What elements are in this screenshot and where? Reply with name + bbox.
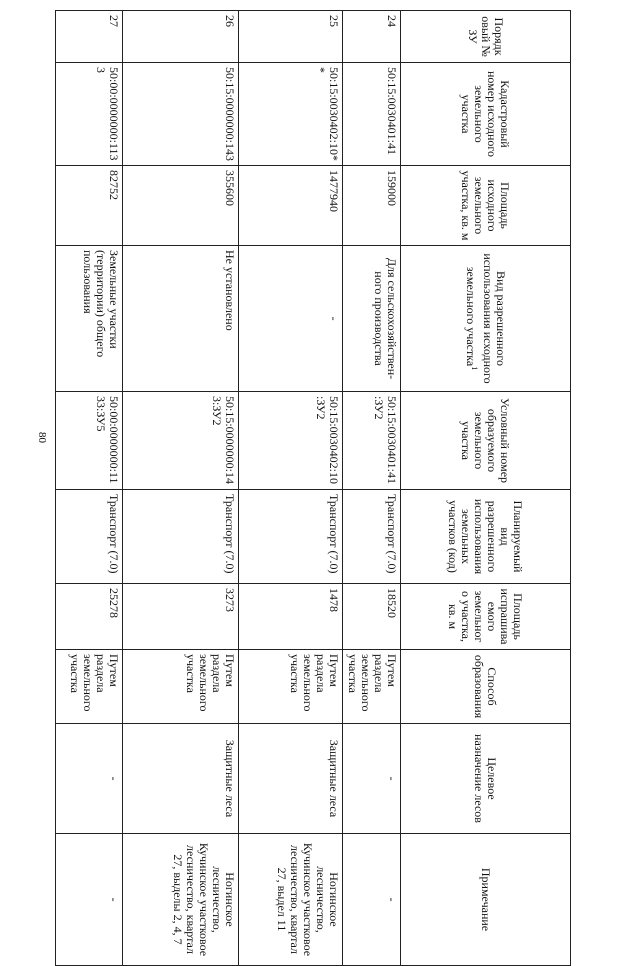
- cell-forest-purpose: -: [56, 724, 123, 834]
- header-permitted-use-text: Вид разрешенного использования исходного земельного участка: [464, 253, 508, 384]
- header-source-area: Площадь исходного земельного участка, кв. м: [401, 166, 571, 246]
- cell-note: -: [343, 834, 401, 966]
- cell-planned-use: Транспорт (7.0): [123, 490, 239, 584]
- cell-planned-use: Транспорт (7.0): [239, 490, 343, 584]
- cell-permitted-use: Земельные участки (территории) общего пользования: [56, 246, 123, 392]
- header-formation-method: Способ образования: [401, 650, 571, 724]
- header-requested-area: Площадь испрашиваемого земельного участка, кв. м: [401, 584, 571, 650]
- cell-forest-purpose: Защитные леса: [123, 724, 239, 834]
- land-parcels-table: [55, 10, 571, 966]
- cell-cadastral-number: 50:15:0000000:143: [123, 63, 239, 166]
- cell-conditional-number: 50:15:0000000:143:ЗУ2: [123, 392, 239, 490]
- cell-cadastral-number: 50:15:0030402:10**: [239, 63, 343, 166]
- cell-requested-area: 25278: [56, 584, 123, 650]
- cell-source-area: 82752: [56, 166, 123, 246]
- cell-cadastral-number: 50:15:0030401:41: [343, 63, 401, 166]
- cell-serial-number: 27: [56, 11, 123, 63]
- cell-conditional-number: 50:15:0030401:41:ЗУ2: [343, 392, 401, 490]
- header-cadastral-number: Кадастровый номер исходного земельного участка: [401, 63, 571, 166]
- cell-formation-method: Путем раздела земельного участка: [239, 650, 343, 724]
- cell-forest-purpose: Защитные леса: [239, 724, 343, 834]
- cell-cadastral-number: 50:00:0000000:1133: [56, 63, 123, 166]
- table-row: [343, 11, 401, 966]
- cell-serial-number: 25: [239, 11, 343, 63]
- cell-source-area: 159000: [343, 166, 401, 246]
- land-parcels-table-wrap: [56, 10, 571, 957]
- cell-requested-area: 1478: [239, 584, 343, 650]
- cell-source-area: 355600: [123, 166, 239, 246]
- table-row: [239, 11, 343, 966]
- header-planned-use: Планируемый вид разрешенного использования земельных участков (код): [401, 490, 571, 584]
- header-serial-number: Порядковый № ЗУ: [401, 11, 571, 63]
- page-number: 80: [36, 432, 48, 443]
- cell-formation-method: Путем раздела земельного участка: [343, 650, 401, 724]
- cell-requested-area: 18520: [343, 584, 401, 650]
- header-forest-purpose: Целевое назначение лесов: [401, 724, 571, 834]
- cell-formation-method: Путем раздела земельного участка: [56, 650, 123, 724]
- header-permitted-use: [401, 246, 571, 392]
- cell-permitted-use: Не установлено: [123, 246, 239, 392]
- cell-permitted-use: Для сельскохозяйствен-ного производства: [343, 246, 401, 392]
- cell-note: Ногинское лесничество, Кучинское участковое лесничество, квартал 27, выделы 2, 4, 7: [123, 834, 239, 966]
- cell-note: -: [56, 834, 123, 966]
- header-conditional-number: Условный номер образуемого земельного участка: [401, 392, 571, 490]
- cell-formation-method: Путем раздела земельного участка: [123, 650, 239, 724]
- table-row: [123, 11, 239, 966]
- table-rotator: [56, 10, 571, 957]
- cell-serial-number: 26: [123, 11, 239, 63]
- cell-permitted-use: -: [239, 246, 343, 392]
- cell-planned-use: Транспорт (7.0): [56, 490, 123, 584]
- cell-source-area: 1477940: [239, 166, 343, 246]
- table-row: [56, 11, 123, 966]
- cell-forest-purpose: -: [343, 724, 401, 834]
- cell-serial-number: 24: [343, 11, 401, 63]
- cell-note: Ногинское лесничество, Кучинское участковое лесничество, квартал 27, выдел 11: [239, 834, 343, 966]
- table-header-row: [401, 11, 571, 966]
- cell-conditional-number: 50:15:0030402:10:ЗУ2: [239, 392, 343, 490]
- cell-requested-area: 3273: [123, 584, 239, 650]
- cell-conditional-number: 50:00:0000000:1133:ЗУ5: [56, 392, 123, 490]
- cell-planned-use: Транспорт (7.0): [343, 490, 401, 584]
- footnote-marker: 1: [470, 366, 479, 371]
- header-note: Примечание: [401, 834, 571, 966]
